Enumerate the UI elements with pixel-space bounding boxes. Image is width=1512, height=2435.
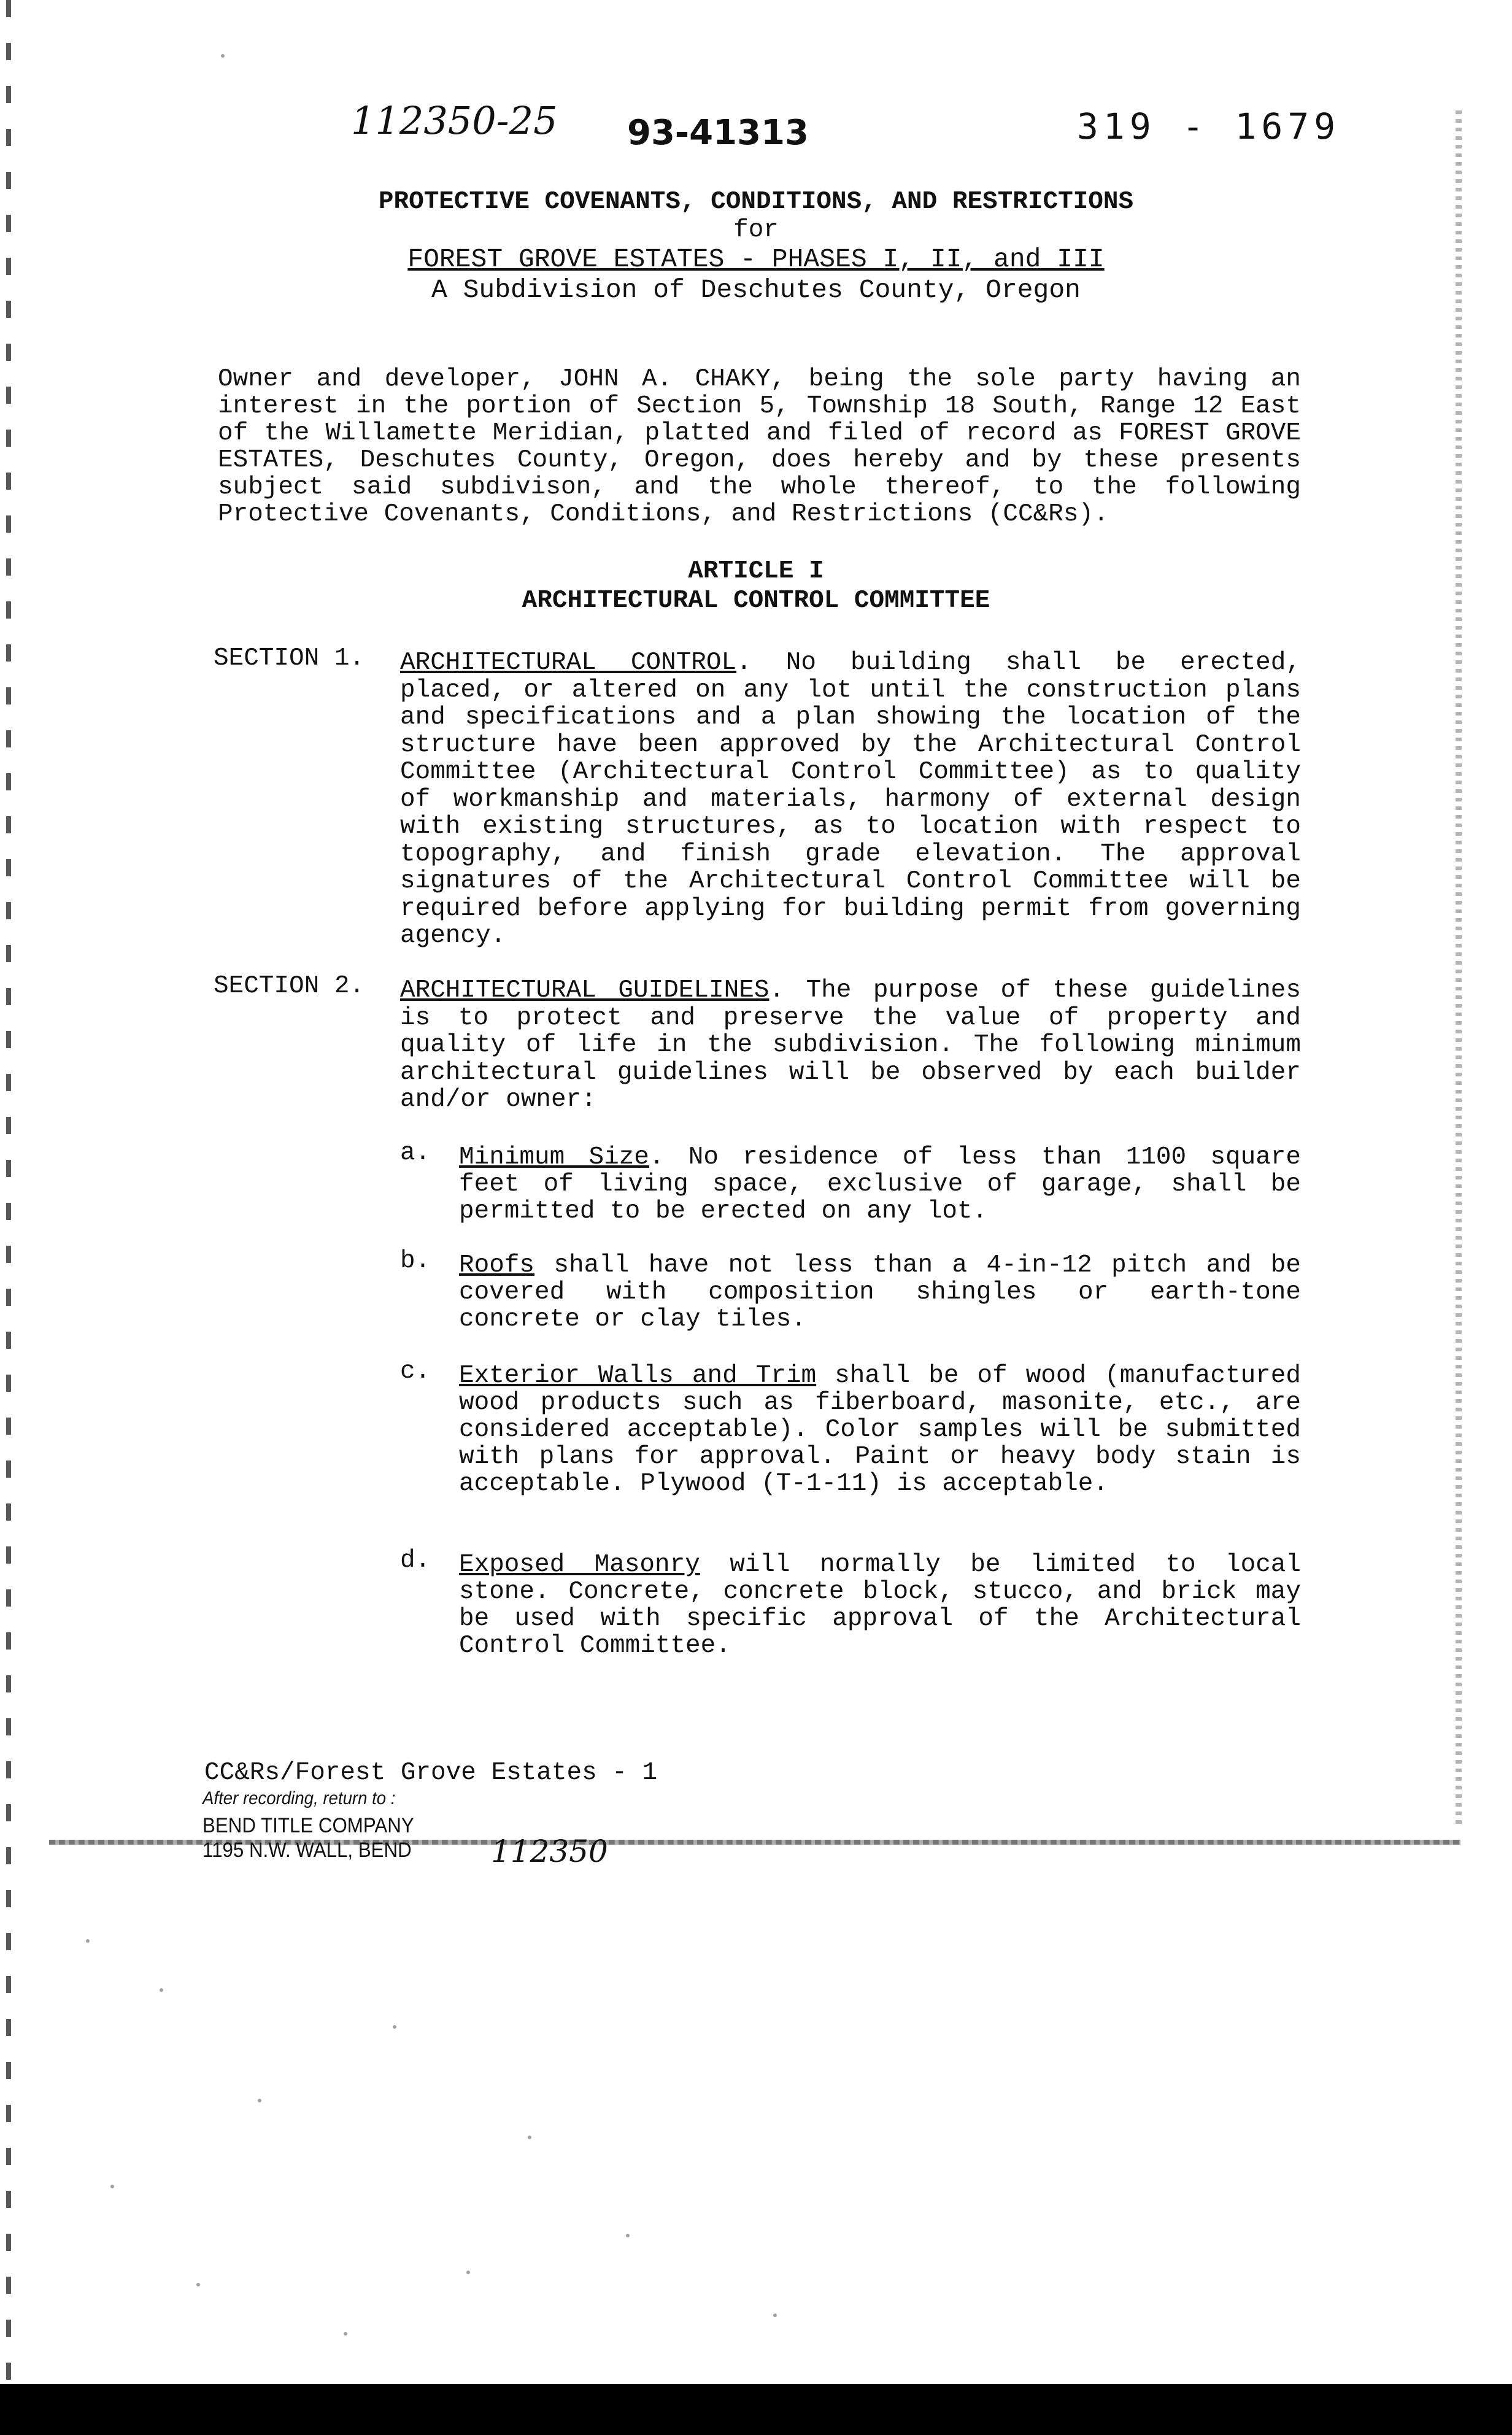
subdivision-location: A Subdivision of Deschutes County, Oregon <box>431 275 1081 305</box>
section-1-label: SECTION 1. <box>214 644 365 673</box>
page-footer-label: CC&Rs/Forest Grove Estates - 1 <box>204 1759 658 1787</box>
item-c-heading: Exterior Walls and Trim <box>459 1362 817 1390</box>
section-1-text: . No building shall be erected, placed, or altered on any lot until the construction plans and specifications and a plan showing the location of the structure have been approved by the Architectural Control Committee (Architectural Control Committee) as to quality of workmanship and materials, harmony of external design with existing structures, as to location with respect to topography, and finish grade elevation. The approval signatures of the Architectural Control Committee will be required before applying for building permit from governing agency. <box>400 649 1301 950</box>
item-d-label: d. <box>400 1546 431 1575</box>
item-b-label: b. <box>400 1247 431 1275</box>
item-c-body <box>459 1362 1301 1497</box>
return-stamp-line-2: BEND TITLE COMPANY <box>202 1814 414 1837</box>
item-d-body <box>459 1551 1301 1659</box>
intro-paragraph: Owner and developer, JOHN A. CHAKY, being the sole party having an interest in the portion of Section 5, Township 18 South, Range 12 East of the Willamette Meridian, platted and filed of record as FOREST GROVE ESTATES, Deschutes County, Oregon, does hereby and by these presents subject said subdivison, and the whole thereof, to the following Protective Covenants, Conditions, and Restrictions (CC&Rs). <box>218 365 1301 528</box>
item-c-label: c. <box>400 1357 431 1386</box>
handwritten-number: 112350-25 <box>351 98 558 143</box>
scan-edge-left <box>6 0 11 2435</box>
section-2-heading: ARCHITECTURAL GUIDELINES <box>400 976 770 1005</box>
return-stamp-line-1: After recording, return to : <box>202 1788 396 1808</box>
document-title: PROTECTIVE COVENANTS, CONDITIONS, AND RESTRICTIONS <box>378 188 1134 216</box>
item-b-heading: Roofs <box>459 1251 535 1279</box>
subdivision-name: FOREST GROVE ESTATES - PHASES I, II, and III <box>407 244 1105 274</box>
document-number: 93-41313 <box>627 113 809 153</box>
article-title: ARCHITECTURAL CONTROL COMMITTEE <box>522 587 990 615</box>
handwritten-reference: 112350 <box>491 1834 608 1869</box>
section-2-text: . The purpose of these guidelines is to protect and preserve the value of property and quality of life in the subdivision. The following minimum architectural guidelines will be observed by each builder and/or owner: <box>400 976 1302 1114</box>
item-a-label: a. <box>400 1139 431 1167</box>
item-b-body <box>459 1252 1301 1333</box>
section-1-body <box>400 649 1301 950</box>
title-for: for <box>733 216 779 244</box>
article-number: ARTICLE I <box>688 557 824 585</box>
item-a-text: . No residence of less than 1100 square feet of living space, exclusive of garage, shall be permitted to be erected on any lot. <box>459 1143 1302 1225</box>
section-2-label: SECTION 2. <box>214 972 365 1000</box>
item-d-text: will normally be limited to local stone. Concrete, concrete block, stucco, and brick may be used with specific approval of the Architectural Control Committee. <box>459 1551 1302 1660</box>
item-a-body <box>459 1144 1301 1225</box>
section-2-body <box>400 977 1301 1114</box>
scan-bottom-bar <box>0 2384 1512 2435</box>
scan-edge-right <box>1456 110 1462 1829</box>
item-b-text: shall have not less than a 4-in-12 pitch and be covered with composition shingles or earth-tone concrete or clay tiles. <box>459 1251 1301 1333</box>
item-d-heading: Exposed Masonry <box>459 1551 700 1579</box>
return-stamp-line-3: 1195 N.W. WALL, BEND <box>202 1839 412 1862</box>
item-c-text: shall be of wood (manufactured wood products such as fiberboard, masonite, etc., are considered acceptable). Color samples will be submitted with plans for approval. Paint or heavy body stain is acceptable. Plywood (T-1-11) is acceptable. <box>459 1362 1301 1498</box>
volume-page-number: 319 - 1679 <box>1077 106 1341 147</box>
section-1-heading: ARCHITECTURAL CONTROL <box>400 649 737 677</box>
item-a-heading: Minimum Size <box>459 1143 649 1171</box>
